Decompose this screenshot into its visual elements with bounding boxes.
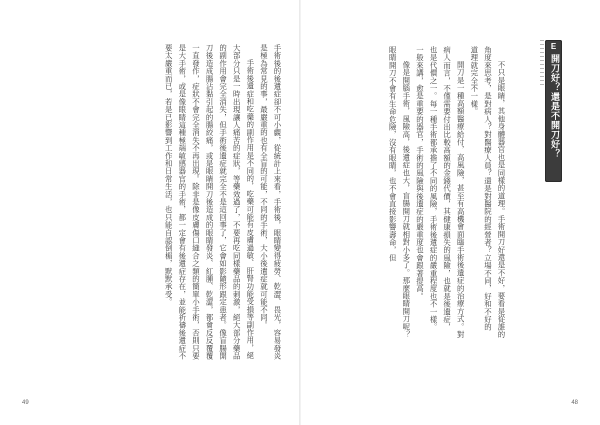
right-paragraph-3: 像是開腦手術，風險高，後遺症也大，盲腸開刀就相對小多了。那麼眼睛開刀呢？眼睛開刀不會有生命危險，沒有眼睛，也不會直接影響壽命，但 (388, 46, 411, 338)
chapter-letter: E (550, 42, 557, 51)
page-number-left: 49 (22, 400, 29, 406)
page-gutter (299, 0, 301, 425)
left-paragraph-1: 手術後的後遺症卻不可小覷，從統計上來看，手術後，眼睛變得疲勞、乾澀、畏光，容易發炎是極為常見的事，最嚴重的也有全盲的可能，不同的手術，大小後遺症就可能不同。 (259, 44, 282, 360)
left-paragraph-2: 手術後遺症和吃藥的副作用是不同的，吃藥可能有皮膚過敏、肝腎功能受損等副作用，絕大部分只是一時出現讓人痛苦的症狀，等藥效過了，不要再吃同樣藥品的刺激，絕大部分藥品的副作用會完全消失，但手術後遺症就完全不是這回事了，它會如影隨形跟定患者。像盲腸開刀後造成腸沾黏引起的腸絞痛，或是眼睛開刀後造成的眼睛發炎、紅腫、乾澀，都會反反覆覆一直發作，症狀不會完全消失不再出現。除非是像皮膚傷口縫合之類的簡單小手術，否則只要是大手術，或是像眼睛這種極端敏感器官的手術，都一定會有後遺症存在，並能祈禱後遺症不要太嚴重而已，若是已影響到工作和日常生活，也只能自認倒楣，默默承受。 (164, 44, 255, 360)
right-page-body (386, 46, 508, 338)
chapter-title: 開刀好？還是不開刀好？ (549, 54, 559, 159)
page-number-right: 48 (571, 400, 578, 406)
chapter-tab (545, 40, 562, 182)
right-paragraph-1: 不只是眼睛，其他身體器官也是同樣的道理。手術開刀好還是不好，要看是從誰的角度來思考，是對病人？對醫療人員？還是對醫院的經營者？立場不同，好和不好的道理就完全不一樣。 (469, 46, 506, 338)
chapter-tab-marks (540, 40, 544, 88)
right-paragraph-2: 開刀是一種高額醫療給付，高風險，甚至有高機會面臨手術後遺症的治療方式。對病人而言，不僅需要付出比較高額的金錢代價，其健康損失的風險，也就是後遺症，也是代價之一。每一種手術都承擔了不同的風險，手術後遺症的嚴重程度也不一樣。一般來講，愈是重要的器官，手術的風險與後遺症的嚴重度也會跟著提高。 (415, 46, 466, 338)
left-page-body (162, 44, 284, 362)
